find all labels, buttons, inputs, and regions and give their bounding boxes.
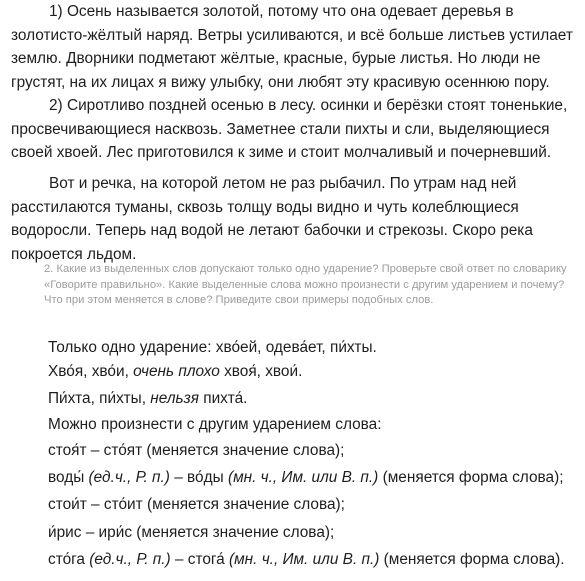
answer-note: очень плохо [133,363,220,380]
answer-line-stoga [48,551,565,569]
answer-note: (ед.ч., Р. п.) [89,551,171,568]
answer-line-heading: Можно произнести с другим ударением слова: [48,416,382,433]
answer-line-iris: и́рис – ири́с (меняется значение слова); [48,524,335,541]
answer-text: сто́га [48,551,90,568]
answer-note: (мн. ч., Им. или В. п.) [229,551,380,568]
answer-text: воды́ [48,469,89,486]
answer-line-vody [48,469,564,487]
task-instructions: 2. Какие из выделенных слов допускают только одно ударение? Проверьте свой ответ по словарику «Говорите правильно». Какие выделенные слова можно произнести с другим ударением и почему? Что при этом меняется в слове? Приведите свои примеры подобных слов. [44,263,567,307]
paragraph-3: Вот и речка, на которой летом не раз рыбачил. По утрам над ней расстилаются туманы, сквозь толщу воды видно и чуть колеблющиеся водоросли. Теперь над водой не летают бабочки и стрекозы. Скоро река покроется льдом. [11,175,533,263]
answer-text: (меняется форма слова); [378,469,564,486]
answer-text: – во́ды [169,469,228,486]
answer-text: Пи́хта, пи́хты, [48,390,151,407]
paragraph-2: 2) Сиротливо поздней осенью в лесу. осинки и берёзки стоят тоненькие, просвечивающиеся насквозь. Заметнее стали пихты и сли, выделяющиеся своей хвоей. Лес приготовился к зиме и стоит молчаливый и почерневший. [11,97,568,161]
answer-text: Хво́я, хво́и, [48,363,134,380]
answer-line-stoyat: стоя́т – сто́ят (меняется значение слова); [48,442,345,459]
answer-line-single-stress: Только одно ударение: хво́ей, одева́ет, пи́хты. [48,339,377,356]
answer-line-pikhta [48,390,247,408]
answer-text: (меняется форма слова). [379,551,565,568]
answer-text: пихта́. [198,390,248,407]
answer-note: нельзя [150,390,199,407]
answer-line-khvoya [48,363,302,381]
answer-note: (мн. ч., Им. или В. п.) [227,469,379,486]
answer-note: (ед.ч., Р. п.) [88,469,170,486]
answer-text: – стога́ [170,551,229,568]
answer-line-stoit: стои́т – сто́ит (меняется значение слова); [48,496,345,513]
paragraph-1: 1) Осень называется золотой, потому что она одевает деревья в золотисто-жёлтый наряд. Ветры усиливаются, и всё больше листьев устилает землю. Дворники подметают жёлтые, красные, бурые листья. Но люди не грустят, на их лицах я вижу улыбку, они любят эту красивую осеннюю пору. [11,3,573,91]
answer-text: хвоя́, хвои́. [219,363,303,380]
